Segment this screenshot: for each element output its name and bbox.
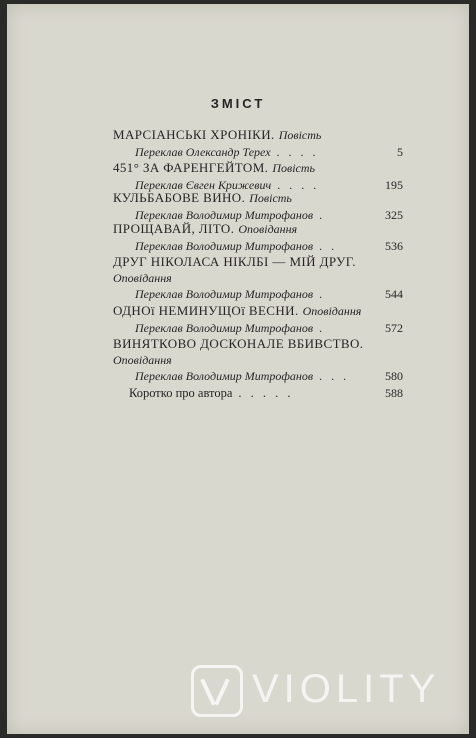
toc-entry: [113, 253, 403, 303]
toc-entry-title: КУЛЬБАБОВЕ ВИНО.: [113, 190, 246, 205]
toc-entry-dots: .: [319, 287, 326, 301]
page-title: ЗМІСТ: [210, 96, 266, 111]
toc-entry-translator: Переклав Володимир Митрофанов: [135, 287, 314, 301]
toc-entry-page: 536: [385, 239, 403, 253]
toc-entry-genre: Оповідання: [113, 271, 172, 285]
toc-entry-genre: Повість: [249, 191, 292, 205]
watermark-logo-icon: [191, 665, 243, 717]
toc-entry-title: 451° ЗА ФАРЕНГЕЙТОМ.: [113, 160, 269, 175]
toc-entry-genre: Оповідання: [113, 353, 172, 367]
toc-entry-page: 195: [385, 178, 403, 192]
toc-about-label: Коротко про автора: [129, 386, 233, 400]
toc-entry-dots: . . . .: [276, 145, 319, 159]
toc-entry-genre: Повість: [278, 128, 322, 142]
toc-entry: [113, 220, 403, 255]
toc-entry-title: ДРУГ НІКОЛАСА НІКЛБІ — МІЙ ДРУГ.: [113, 254, 356, 269]
toc-about-dots: . . . . .: [238, 386, 294, 400]
toc-entry-translator: Переклав Олександр Терех: [135, 145, 271, 159]
toc-entry-translator: Переклав Володимир Митрофанов: [135, 321, 314, 335]
toc-entry-genre: Оповідання: [238, 222, 298, 236]
watermark-text: VIOLITY: [252, 667, 441, 711]
toc-entry-page: 580: [385, 369, 403, 383]
toc-entry-translator: Переклав Володимир Митрофанов: [135, 208, 314, 222]
toc-entry-translator: Переклав Євген Крижевич: [135, 178, 272, 192]
toc-entry-translator: Переклав Володимир Митрофанов: [135, 369, 314, 383]
toc-entry-genre: Оповідання: [302, 304, 362, 318]
toc-entry-dots: .: [319, 321, 326, 335]
toc-entry-translator: Переклав Володимир Митрофанов: [135, 239, 314, 253]
toc-entry-dots: . .: [319, 239, 338, 253]
toc-entry-page: 544: [385, 287, 403, 301]
toc-entry: [113, 189, 403, 224]
toc-entry-page: 572: [385, 321, 403, 335]
toc-entry: [113, 126, 403, 161]
toc-about-author: [129, 385, 403, 402]
toc-entry-dots: . . . .: [277, 178, 320, 192]
toc-entry-page: 5: [397, 145, 403, 159]
toc-about-page: 588: [385, 386, 403, 400]
toc-entry: [113, 302, 403, 337]
toc-entry-page: 325: [385, 208, 403, 222]
toc-entry-title: ВИНЯТКОВО ДОСКОНАЛЕ ВБИВСТВО.: [113, 336, 364, 351]
toc-entry: [113, 335, 403, 385]
toc-entry-title: ПРОЩАВАЙ, ЛІТО.: [113, 221, 235, 236]
toc-entry-title: МАРСІАНСЬКІ ХРОНІКИ.: [113, 127, 275, 142]
toc-entry-genre: Повість: [272, 161, 315, 175]
toc-entry-title: ОДНОї НЕМИНУЩОї ВЕСНИ.: [113, 303, 299, 318]
book-page: [7, 4, 469, 734]
toc-entry-dots: .: [319, 208, 326, 222]
toc-entry-dots: . . .: [319, 369, 350, 383]
